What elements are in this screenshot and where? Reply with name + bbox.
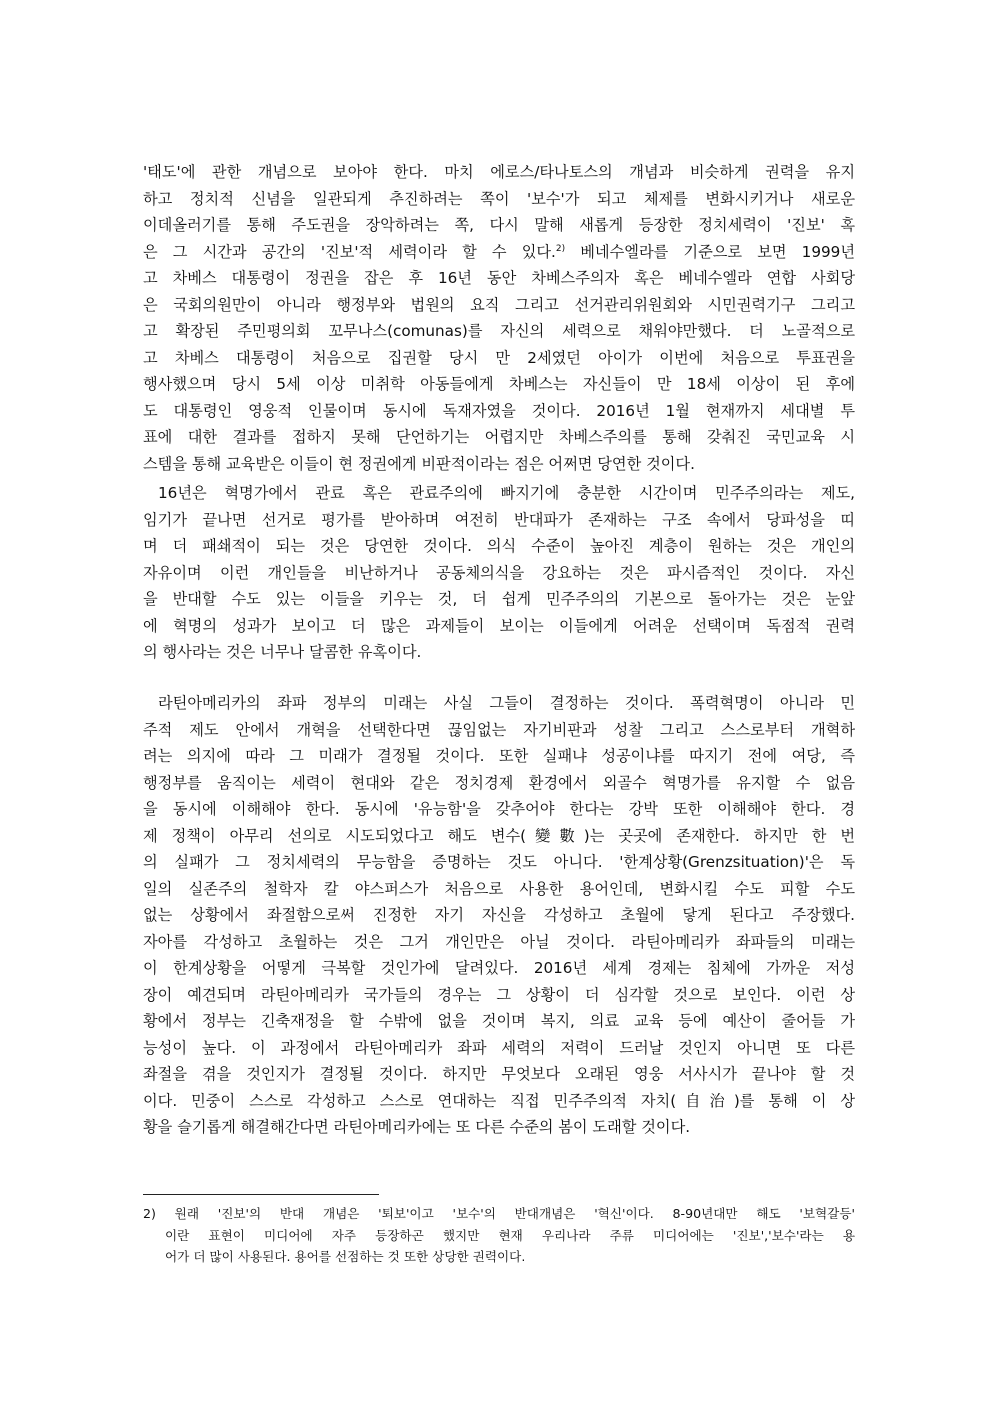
paragraph-2-line: 자유이며 이런 개인들을 비난하거나 공동체의식을 강요하는 것은 파시즘적인 것이다. 자신 (143, 563, 855, 582)
paragraph-3-line: 을 동시에 이해해야 한다. 동시에 '유능함'을 갖추어야 한다는 강박 또한 이해해야 한다. 경 (143, 800, 855, 818)
paragraph-1-line: 하고 정치적 신념을 일관되게 추진하려는 쪽이 '보수'가 되고 체제를 변화시키거나 새로운 (143, 189, 855, 208)
paragraph-2-line: 에 혁명의 성과가 보이고 더 많은 과제들이 보이는 이들에게 어려운 선택이며 독점적 권력 (143, 616, 855, 635)
footnote-line: 이란 표현이 미디어에 자주 등장하곤 했지만 현재 우리나라 주류 미디어에는 '진보','보수'라는 용 (165, 1227, 855, 1243)
footnote (143, 1203, 855, 1268)
paragraph-1-line: 이데올러기를 통해 주도권을 장악하려는 쪽, 다시 말해 새롭게 등장한 정치세력이 '진보' 혹 (143, 216, 855, 234)
paragraph-1 (143, 159, 855, 477)
paragraph-3-line: 황에서 정부는 긴축재정을 할 수밖에 없을 것이며 복지, 의료 교육 등에 예산이 줄어들 가 (143, 1012, 855, 1030)
paragraph-3-line: 자아를 각성하고 초월하는 것은 그거 개인만은 아닐 것이다. 라틴아메리카 좌파들의 미래는 (143, 932, 855, 951)
paragraph-1-line: 행사했으며 당시 5세 이상 미취학 아동들에게 차베스는 자신들이 만 18세 이상이 된 후에 (143, 375, 855, 393)
paragraph-3-line: 이 한계상황을 어떻게 극복할 것인가에 달려있다. 2016년 세계 경제는 침체에 가까운 저성 (143, 959, 855, 977)
paragraph-2-line: 며 더 패쇄적이 되는 것은 당연한 것이다. 의식 수준이 높아진 계층이 원하는 것은 개인의 (143, 537, 855, 555)
paragraph-2-line: 16년은 혁명가에서 관료 혹은 관료주의에 빠지기에 충분한 시간이며 민주주의라는 제도, (158, 484, 855, 502)
footnote-text: 원래 '진보'의 반대 개념은 '퇴보'이고 '보수'의 반대개념은 '혁신'이다. 8-90년대만 해도 '보혁갈등' (174, 1206, 855, 1221)
paragraph-2-line: 을 반대할 수도 있는 이들을 키우는 것, 더 쉽게 민주주의의 기본으로 돌아가는 것은 눈앞 (143, 590, 855, 608)
paragraph-3-line: 행정부를 움직이는 세력이 현대와 같은 정치경제 환경에서 외골수 혁명가를 유지할 수 없음 (143, 773, 855, 792)
paragraph-3 (143, 690, 855, 1141)
paragraph-3-line: 능성이 높다. 이 과정에서 라틴아메리카 좌파 세력의 저력이 드러날 것인지 아니면 또 다른 (143, 1038, 855, 1057)
paragraph-2 (143, 480, 855, 666)
paragraph-3-line: 제 정책이 아무리 선의로 시도되었다고 해도 변수(變數)는 곳곳에 존재한다. 하지만 한 번 (143, 826, 855, 845)
paragraph-1-line: 은 국회의원만이 아니라 행정부와 법원의 요직 그리고 선거관리위원회와 시민권력기구 그리고 (143, 295, 855, 314)
paragraph-1-line-with-footnote (143, 239, 855, 266)
paragraph-2-line: 임기가 끝나면 선거로 평가를 받아하며 여전히 반대파가 존재하는 구조 속에서 당파성을 띠 (143, 510, 855, 529)
footnote-first-line (143, 1203, 855, 1225)
paragraph-3-line: 려는 의지에 따라 그 미래가 결정될 것이다. 또한 실패냐 성공이냐를 따지기 전에 여당, 즉 (143, 747, 855, 765)
paragraph-1-line: 고 차베스 대통령이 정권을 잡은 후 16년 동안 차베스주의자 혹은 베네수엘라 연합 사회당 (143, 269, 855, 287)
paragraph-1-line-head: 은 그 시간과 공간의 '진보'적 세력이라 할 수 있다. (143, 242, 556, 261)
footnote-marker: 2) (143, 1206, 156, 1221)
paragraph-3-line: 일의 실존주의 철학자 칼 야스퍼스가 처음으로 사용한 용어인데, 변화시킬 수도 피할 수도 (143, 879, 855, 898)
paragraph-3-line: 황을 슬기롭게 해결해간다면 라틴아메리카에는 또 다른 수준의 봄이 도래할 것이다. (143, 1118, 691, 1136)
footnote-separator (143, 1194, 379, 1195)
paragraph-1-line: '태도'에 관한 개념으로 보아야 한다. 마치 에로스/타나토스의 개념과 비슷하게 권력을 유지 (143, 163, 855, 181)
paragraph-1-line-tail: 베네수엘라를 기준으로 보면 1999년 (565, 242, 855, 261)
paragraph-1-line: 고 차베스 대통령이 처음으로 집권할 당시 만 2세였던 아이가 이번에 처음으로 투표권을 (143, 348, 855, 367)
footnote-reference[interactable]: 2) (555, 243, 566, 254)
paragraph-3-line: 없는 상황에서 좌절함으로써 진정한 자기 자신을 각성하고 초월에 닿게 된다고 주장했다. (143, 906, 855, 924)
paragraph-1-line: 표에 대한 결과를 접하지 못해 단언하기는 어렵지만 차베스주의를 통해 갖춰진 국민교육 시 (143, 428, 855, 446)
paragraph-3-line: 이다. 민중이 스스로 각성하고 스스로 연대하는 직접 민주주의적 자치(自治)를 통해 이 상 (143, 1091, 855, 1110)
paragraph-1-line: 고 확장된 주민평의회 꼬무나스(comunas)를 자신의 세력으로 채워야만했다. 더 노골적으로 (143, 322, 855, 340)
paragraph-3-line: 의 실패가 그 정치세력의 무능함을 증명하는 것도 아니다. '한계상황(Grenzsituation)'은 독 (143, 853, 855, 871)
paragraph-3-line: 주적 제도 안에서 개혁을 선택한다면 끊임없는 자기비판과 성찰 그리고 스스로부터 개혁하 (143, 720, 855, 739)
paragraph-1-line: 도 대통령인 영웅적 인물이며 동시에 독재자였을 것이다. 2016년 1월 현재까지 세대별 투 (143, 401, 855, 420)
paragraph-3-line: 좌절을 겪을 것인지가 결정될 것이다. 하지만 무엇보다 오래된 영웅 서사시가 끝나야 할 것 (143, 1065, 855, 1083)
paragraph-2-line: 의 행사라는 것은 너무나 달콤한 유혹이다. (143, 643, 422, 661)
footnote-line: 어가 더 많이 사용된다. 용어를 선점하는 것 또한 상당한 권력이다. (165, 1249, 526, 1264)
paragraph-3-line: 라틴아메리카의 좌파 정부의 미래는 사실 그들이 결정하는 것이다. 폭력혁명이 아니라 민 (158, 694, 855, 712)
paragraph-3-line: 장이 예견되며 라틴아메리카 국가들의 경우는 그 상황이 더 심각할 것으로 보인다. 이런 상 (143, 985, 855, 1004)
paragraph-1-line: 스템을 통해 교육받은 이들이 현 정권에게 비판적이라는 점은 어쩌면 당연한 것이다. (143, 454, 695, 473)
